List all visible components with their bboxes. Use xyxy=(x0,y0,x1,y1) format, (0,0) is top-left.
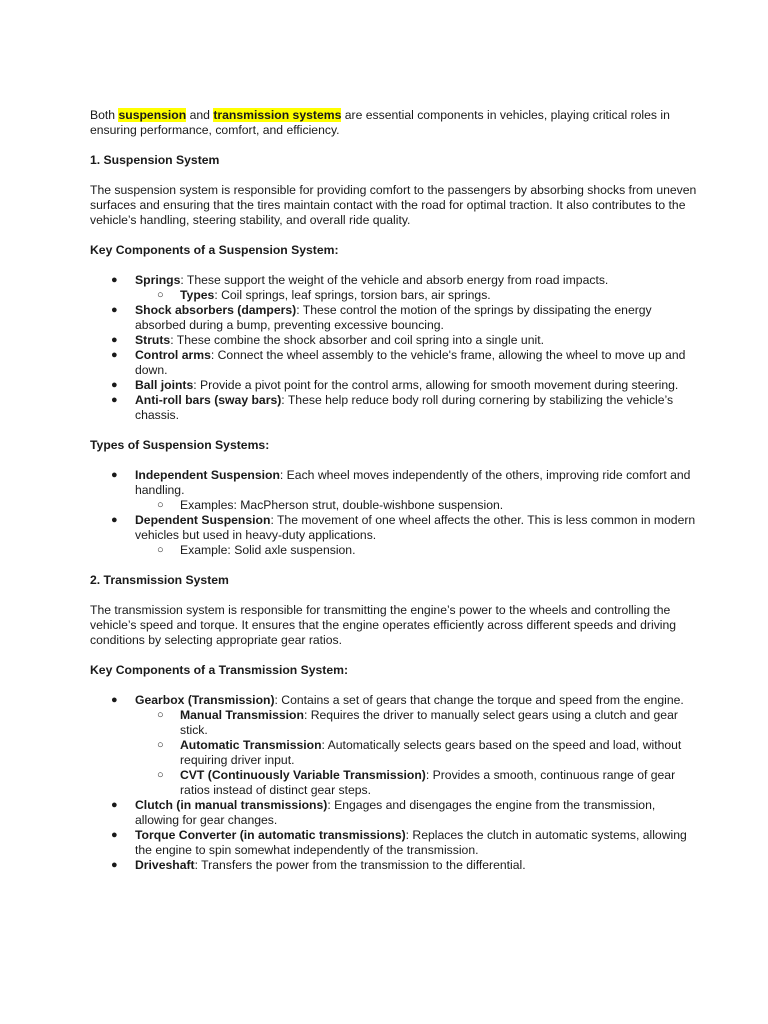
sub-list-item: ○ Types: Coil springs, leaf springs, torsion bars, air springs. xyxy=(157,288,491,302)
list-item: ● Torque Converter (in automatic transmissions): Replaces the clutch in automatic systems, allowing the engine to spin somewhat independently of the transmission. xyxy=(111,828,687,857)
list-item: ● Springs: These support the weight of the vehicle and absorb energy from road impacts. xyxy=(111,273,609,287)
list-item: ● Independent Suspension: Each wheel moves independently of the others, improving ride comfort and handling. xyxy=(111,468,691,497)
list-item: ● Dependent Suspension: The movement of one wheel affects the other. This is less common in modern vehicles but used in heavy-duty applications. xyxy=(111,513,696,542)
sub-list-item: ○ CVT (Continuously Variable Transmission): Provides a smooth, continuous range of gear ratios instead of distinct gear steps. xyxy=(157,768,676,797)
sub-list-item: ○ Automatic Transmission: Automatically selects gears based on the speed and load, without requiring driver input. xyxy=(157,738,682,767)
list-item: ● Driveshaft: Transfers the power from the transmission to the differential. xyxy=(111,858,526,872)
list-item: ● Ball joints: Provide a pivot point for the control arms, allowing for smooth movement during steering. xyxy=(111,378,679,392)
sub-list-item: ○ Manual Transmission: Requires the driver to manually select gears using a clutch and gear stick. xyxy=(157,708,678,737)
list-item: ● Anti-roll bars (sway bars): These help reduce body roll during cornering by stabilizing the vehicle’s chassis. xyxy=(111,393,674,422)
list-item: ● Struts: These combine the shock absorber and coil spring into a single unit. xyxy=(111,333,544,347)
highlight-transmission: transmission systems xyxy=(213,108,342,122)
intro-paragraph xyxy=(90,108,698,138)
highlight-suspension: suspension xyxy=(118,108,187,122)
subsection-heading: Types of Suspension Systems: xyxy=(90,438,270,452)
suspension-types-list xyxy=(90,468,698,558)
sub-list-item: ○ Example: Solid axle suspension. xyxy=(157,543,356,557)
intro-text: Both xyxy=(90,108,119,122)
list-item: ● Shock absorbers (dampers): These control the motion of the springs by dissipating the energy absorbed during a bump, preventing excessive bouncing. xyxy=(111,303,652,332)
list-item: ● Clutch (in manual transmissions): Engages and disengages the engine from the transmission, allowing for gear changes. xyxy=(111,798,656,827)
section-heading: 1. Suspension System xyxy=(90,153,220,167)
subsection-heading: Key Components of a Transmission System: xyxy=(90,663,349,677)
suspension-components-list xyxy=(90,273,698,423)
subsection-heading: Key Components of a Suspension System: xyxy=(90,243,339,257)
sub-list-item: ○ Examples: MacPherson strut, double-wishbone suspension. xyxy=(157,498,504,512)
intro-text: are essential components in vehicles, playing critical roles in ensuring performance, comfort, and efficiency. xyxy=(90,108,670,137)
transmission-paragraph: The transmission system is responsible for transmitting the engine’s power to the wheels and controlling the vehicle’s speed and torque. It ensures that the engine operates efficiently across different speeds and driving conditions by selecting appropriate gear ratios. xyxy=(90,603,677,647)
section-heading: 2. Transmission System xyxy=(90,573,229,587)
intro-text: and xyxy=(186,108,214,122)
list-item: ● Control arms: Connect the wheel assembly to the vehicle's frame, allowing the wheel to move up and down. xyxy=(111,348,686,377)
transmission-components-list xyxy=(90,693,698,873)
suspension-paragraph: The suspension system is responsible for providing comfort to the passengers by absorbing shocks from uneven surfaces and ensuring that the tires maintain contact with the road for optimal traction. It also contributes to the vehicle’s handling, steering stability, and overall ride quality. xyxy=(90,183,697,227)
list-item: ● Gearbox (Transmission): Contains a set of gears that change the torque and speed from the engine. xyxy=(111,693,684,707)
